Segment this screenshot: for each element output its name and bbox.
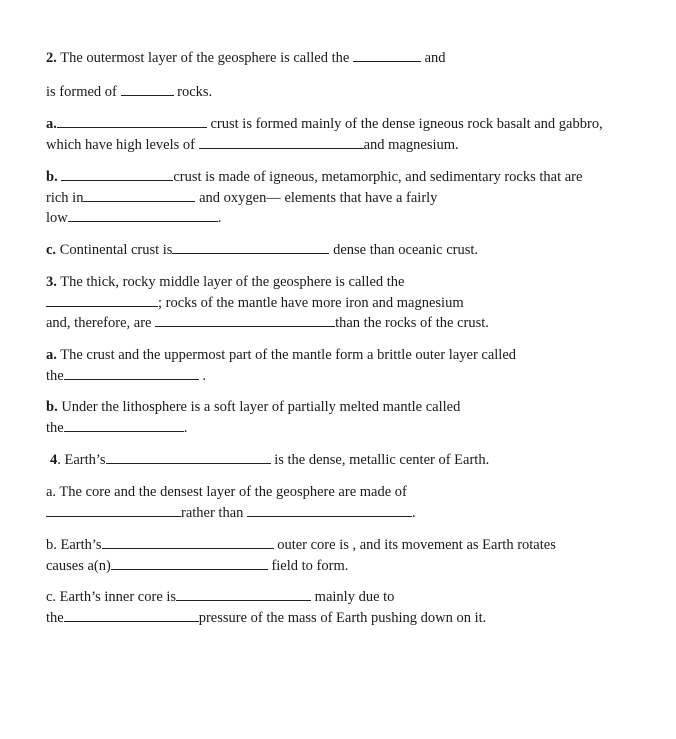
question-text: Under the lithosphere is a soft layer of partially melted mantle called xyxy=(57,399,461,415)
question-text: The crust and the uppermost part of the mantle form a brittle outer layer called xyxy=(56,347,517,363)
question-text: rocks. xyxy=(173,84,213,100)
question-2-line-1 xyxy=(46,48,636,69)
question-text: rather than xyxy=(181,504,248,521)
question-label: b. xyxy=(46,169,58,185)
question-text: Continental crust is xyxy=(56,242,173,258)
question-text: . Earth’s xyxy=(57,452,106,468)
question-2b-line-2 xyxy=(46,188,636,209)
question-text: crust is made of igneous, metamorphic, and sedimentary rocks that are xyxy=(173,169,583,185)
question-4a-line-2 xyxy=(46,503,636,524)
answer-blank[interactable] xyxy=(46,504,181,517)
answer-blank[interactable] xyxy=(106,451,271,464)
question-text: . xyxy=(198,367,206,384)
question-text: causes a(n) xyxy=(46,557,111,574)
question-number: 3. xyxy=(46,274,57,290)
question-text: field to form. xyxy=(267,557,349,574)
question-text: the xyxy=(46,367,64,384)
question-text: and, therefore, are xyxy=(46,315,156,331)
answer-blank[interactable] xyxy=(64,419,184,432)
question-number: 2. xyxy=(46,50,57,66)
question-text: b. Earth’s xyxy=(46,537,102,553)
question-text: which have high levels of xyxy=(46,136,199,153)
question-2a-line-1 xyxy=(46,114,636,135)
question-3b xyxy=(46,397,636,438)
question-text: pressure of the mass of Earth pushing down on it. xyxy=(198,609,487,626)
question-3a xyxy=(46,345,636,386)
answer-blank[interactable] xyxy=(121,83,174,96)
question-text: outer core is , and its movement as Earth rotates xyxy=(273,537,556,553)
question-text: dense than oceanic crust. xyxy=(329,242,479,258)
question-text: than the rocks of the crust. xyxy=(335,315,489,331)
question-4b-line-2 xyxy=(46,556,636,577)
question-3a-line-2 xyxy=(46,366,636,387)
question-label: a. xyxy=(46,347,57,363)
question-4b-line-1 xyxy=(46,535,636,556)
question-text: and magnesium. xyxy=(363,136,459,153)
question-4b xyxy=(46,535,636,576)
question-text: ; rocks of the mantle have more iron and magnesium xyxy=(158,294,464,311)
question-text: and xyxy=(420,50,446,66)
question-3-line-3 xyxy=(46,313,636,334)
question-4a-line-1 xyxy=(46,482,636,503)
question-2 xyxy=(46,48,636,69)
question-2a-line-2 xyxy=(46,135,636,156)
question-number: 4 xyxy=(50,452,58,468)
answer-blank[interactable] xyxy=(57,115,207,128)
question-2b-line-1 xyxy=(46,167,636,188)
question-text: and oxygen— elements that have a fairly xyxy=(195,189,438,206)
question-text: the xyxy=(46,609,64,626)
answer-blank[interactable] xyxy=(247,504,412,517)
question-text: low xyxy=(46,210,68,226)
answer-blank[interactable] xyxy=(353,49,421,62)
answer-blank[interactable] xyxy=(176,588,311,601)
question-text: c. Earth’s inner core is xyxy=(46,589,177,605)
question-2b-line-3 xyxy=(46,208,636,229)
question-4 xyxy=(50,450,640,471)
question-text: The outermost layer of the geosphere is called the xyxy=(56,50,353,66)
question-text: crust is formed mainly of the dense igneous rock basalt and gabbro, xyxy=(206,116,603,132)
question-2b xyxy=(46,167,636,229)
question-text: rich in xyxy=(46,189,84,206)
question-text: . xyxy=(217,210,222,226)
question-3b-line-2 xyxy=(46,418,636,439)
question-4-line-1 xyxy=(50,450,640,471)
question-4c-line-2 xyxy=(46,608,636,629)
answer-blank[interactable] xyxy=(111,557,268,570)
question-text: . xyxy=(183,419,188,436)
question-text: the xyxy=(46,419,64,436)
answer-blank[interactable] xyxy=(102,536,274,549)
question-2-line-2 xyxy=(46,82,636,103)
question-text: . xyxy=(412,504,416,521)
question-3a-line-1 xyxy=(46,345,636,366)
answer-blank[interactable] xyxy=(46,294,158,307)
answer-blank[interactable] xyxy=(64,367,199,380)
answer-blank[interactable] xyxy=(83,189,195,202)
answer-blank[interactable] xyxy=(68,209,218,222)
question-text: mainly due to xyxy=(311,589,395,605)
question-2c-line-1 xyxy=(46,240,636,261)
answer-blank[interactable] xyxy=(155,314,335,327)
question-3-line-1 xyxy=(46,272,636,293)
question-2c xyxy=(46,240,636,261)
answer-blank[interactable] xyxy=(64,609,199,622)
answer-blank[interactable] xyxy=(172,241,329,254)
question-label: a. xyxy=(46,116,57,132)
question-3-line-2 xyxy=(46,293,636,314)
question-text: The thick, rocky middle layer of the geosphere is called the xyxy=(56,274,405,290)
question-2-continued xyxy=(46,82,636,103)
question-text: is the dense, metallic center of Earth. xyxy=(270,452,490,468)
question-label: b. xyxy=(46,399,58,415)
question-2a xyxy=(46,114,636,155)
question-label: c. xyxy=(46,242,57,258)
question-4c-line-1 xyxy=(46,587,636,608)
question-text: is formed of xyxy=(46,84,121,100)
question-4a xyxy=(46,482,636,523)
question-3 xyxy=(46,272,636,334)
answer-blank[interactable] xyxy=(199,136,364,149)
question-3b-line-1 xyxy=(46,397,636,418)
question-4c xyxy=(46,587,636,628)
answer-blank[interactable] xyxy=(61,168,173,181)
question-text: a. The core and the densest layer of the geosphere are made of xyxy=(46,484,407,500)
